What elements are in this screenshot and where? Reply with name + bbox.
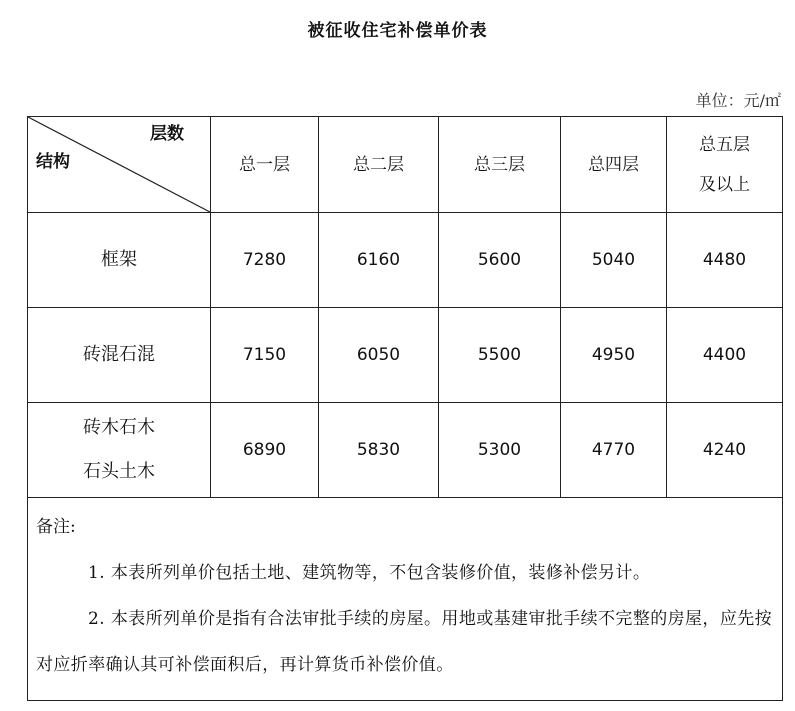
structure-name: 砖木石木 [83,417,155,438]
header-row [28,117,783,213]
structure-cell [28,308,211,403]
price-cell: 5500 [439,308,561,403]
structure-label: 结构 [36,152,70,172]
structure-name: 框架 [101,249,137,270]
notes-title: 备注: [36,517,76,537]
table-row [28,403,783,498]
price-cell: 4950 [561,308,667,403]
column-header-line-1: 总五层 [699,134,750,155]
compensation-table [27,116,783,701]
price-cell: 4240 [667,403,783,498]
structure-cell [28,213,211,308]
structure-name: 石头土木 [83,461,155,482]
table-row [28,308,783,403]
diagonal-header-cell [28,117,211,213]
unit-label: 单位：元/㎡ [695,91,781,110]
price-cell: 5830 [319,403,439,498]
price-cell: 5300 [439,403,561,498]
structure-cell [28,403,211,498]
floors-label: 层数 [150,124,184,144]
column-header-floor-1: 总一层 [211,117,319,213]
price-cell: 6050 [319,308,439,403]
column-header-floor-5-plus [667,117,783,213]
column-header-floor-2: 总二层 [319,117,439,213]
price-cell: 5040 [561,213,667,308]
structure-name: 砖混石混 [83,344,155,365]
column-header-floor-4: 总四层 [561,117,667,213]
price-cell: 6890 [211,403,319,498]
notes-row [28,498,783,701]
price-cell: 4400 [667,308,783,403]
price-cell: 6160 [319,213,439,308]
column-header-line-2: 及以上 [699,174,750,195]
price-cell: 4480 [667,213,783,308]
note-item: 1. 本表所列单价包括土地、建筑物等，不包含装修价值，装修补偿另计。 [88,563,651,583]
table-row [28,213,783,308]
price-cell: 7280 [211,213,319,308]
price-cell: 7150 [211,308,319,403]
page-title: 被征收住宅补偿单价表 [307,21,488,41]
note-item: 2. 本表所列单价是指有合法审批手续的房屋。用地或基建审批手续不完整的房屋，应先按对应折率确认其可补偿面积后，再计算货币补偿价值。 [36,609,773,675]
price-cell: 4770 [561,403,667,498]
column-header-floor-3: 总三层 [439,117,561,213]
price-cell: 5600 [439,213,561,308]
notes-cell [28,498,783,701]
